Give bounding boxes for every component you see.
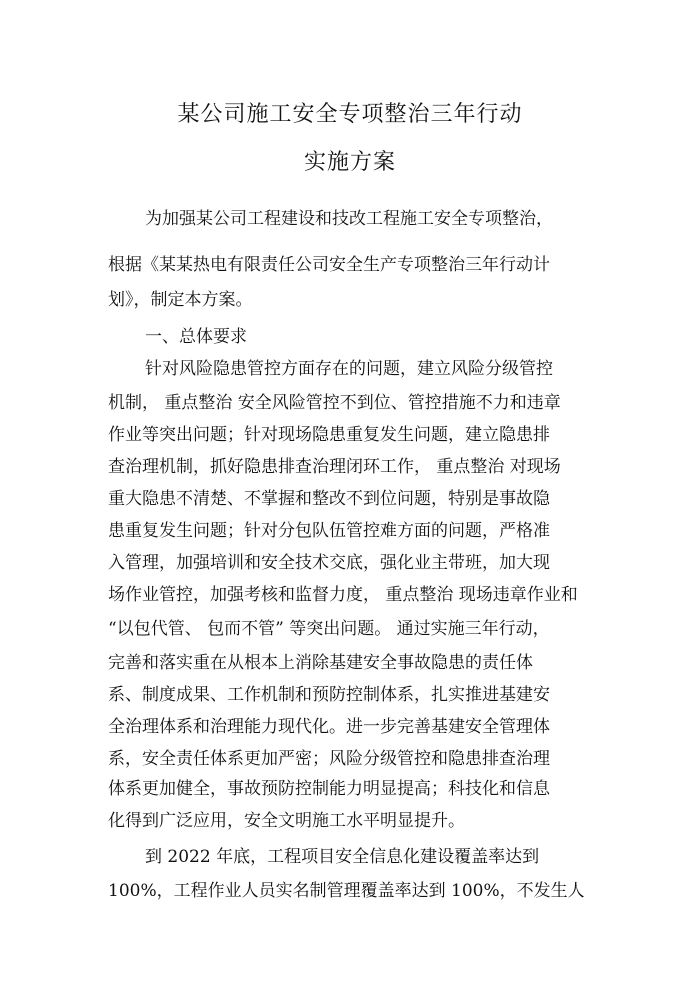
paragraph-line: 查治理机制，抓好隐患排查治理闭环工作， 重点整治 对现场 <box>108 457 561 477</box>
section-heading: 一、总体要求 <box>145 327 247 347</box>
document-title-line-2: 实施方案 <box>303 150 396 175</box>
paragraph-line: 体系更加健全，事故预防控制能力明显提高；科技化和信息 <box>108 779 550 799</box>
paragraph-line: 划》，制定本方案。 <box>108 290 253 310</box>
paragraph-line: “以包代管、 包而不管” 等突出问题。 通过实施三年行动， <box>108 619 550 639</box>
paragraph-line: 患重复发生问题；针对分包队伍管控难方面的问题，严格准 <box>108 521 550 541</box>
paragraph-line: 重大隐患不清楚、不掌握和整改不到位问题，特别是事故隐 <box>108 489 550 509</box>
paragraph-line: 机制， 重点整治 安全风险管控不到位、管控措施不力和违章 <box>108 393 561 413</box>
paragraph-line: 根据《某某热电有限责任公司安全生产专项整治三年行动计 <box>108 255 550 275</box>
paragraph-line: 100%，工程作业人员实名制管理覆盖率达到 100%，不发生人 <box>108 881 585 901</box>
paragraph-line: 场作业管控，加强考核和监督力度， 重点整治 现场违章作业和 <box>108 585 578 605</box>
paragraph-line: 全治理体系和治理能力现代化。进一步完善基建安全管理体 <box>108 717 550 737</box>
paragraph-line: 系、制度成果、工作机制和预防控制体系，扎实推进基建安 <box>108 685 550 705</box>
paragraph-line: 完善和落实重在从根本上消除基建安全事故隐患的责任体 <box>108 653 533 673</box>
paragraph-line: 系，安全责任体系更加严密；风险分级管控和隐患排查治理 <box>108 749 550 769</box>
paragraph-line: 为加强某公司工程建设和技改工程施工安全专项整治， <box>145 209 553 229</box>
document-title-line-1: 某公司施工安全专项整治三年行动 <box>177 102 523 127</box>
paragraph-line: 入管理，加强培训和安全技术交底，强化业主带班，加大现 <box>108 553 550 573</box>
paragraph-line: 作业等突出问题；针对现场隐患重复发生问题，建立隐患排 <box>108 425 550 445</box>
paragraph-line: 针对风险隐患管控方面存在的问题，建立风险分级管控 <box>145 359 553 379</box>
paragraph-line: 到 2022 年底，工程项目安全信息化建设覆盖率达到 <box>145 847 540 867</box>
paragraph-line: 化得到广泛应用，安全文明施工水平明显提升。 <box>108 811 465 831</box>
